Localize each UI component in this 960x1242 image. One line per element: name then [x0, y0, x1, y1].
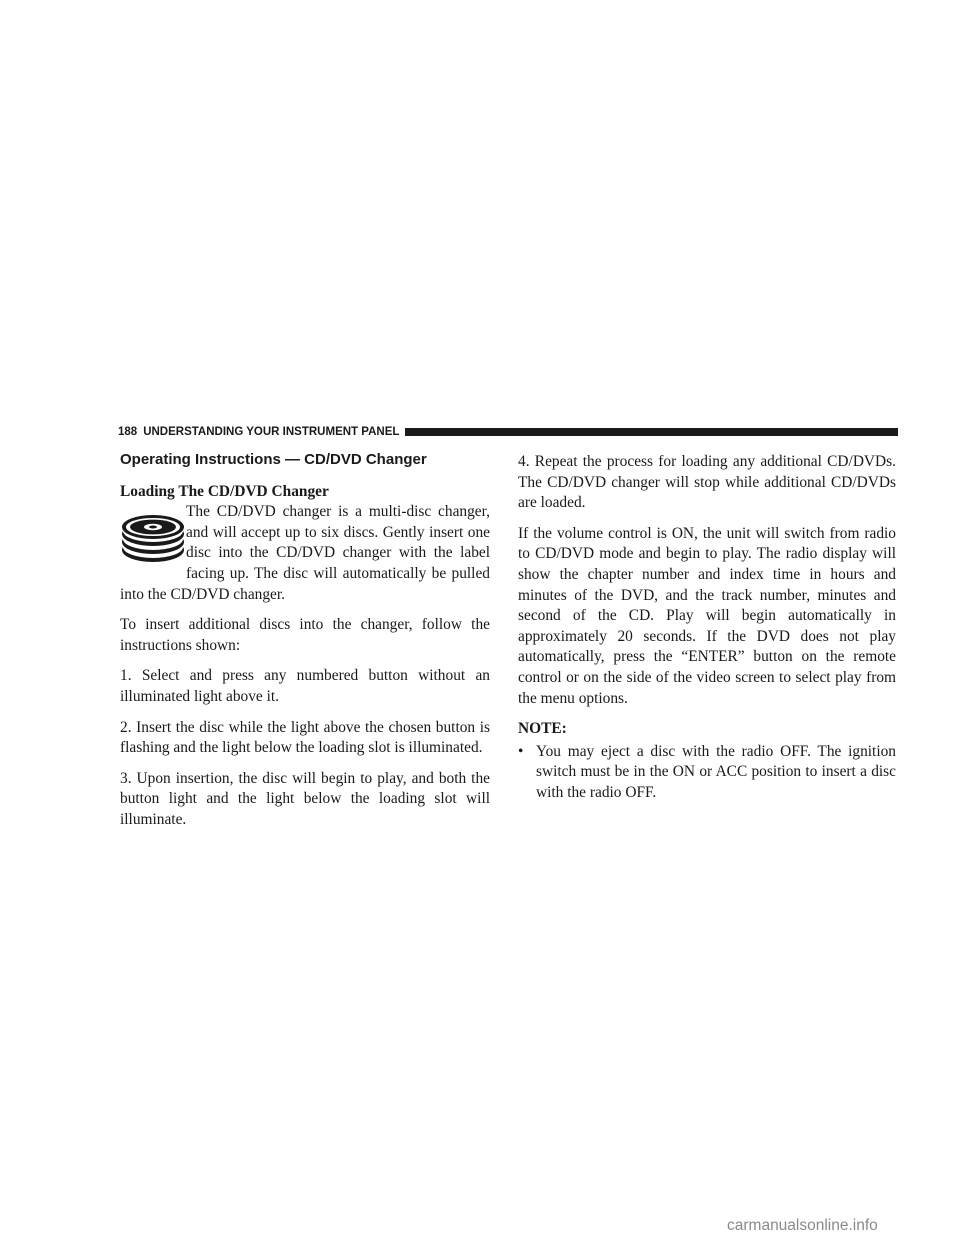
page-number: 188 — [118, 426, 138, 438]
section-title: UNDERSTANDING YOUR INSTRUMENT PANEL — [143, 426, 400, 438]
step-1: 1. Select and press any numbered button without an illuminated light above it. — [120, 667, 490, 705]
step-2: 2. Insert the disc while the light above the chosen button is flashing and the light below the loading slot is illuminated. — [120, 718, 490, 757]
note-item — [518, 742, 896, 804]
watermark: carmanualsonline.info — [727, 1217, 878, 1234]
left-column — [120, 450, 490, 841]
instructions-paragraph: To insert additional discs into the changer, follow the instructions shown: — [120, 616, 490, 654]
header-rule — [405, 428, 898, 436]
step-3: 3. Upon insertion, the disc will begin to play, and both the button light and the light below the loading slot will illuminate. — [120, 769, 490, 828]
step-4: 4. Repeat the process for loading any additional CD/DVDs. The CD/DVD changer will stop while additional CD/DVDs are loaded. — [518, 453, 896, 512]
right-column — [518, 452, 896, 804]
bullet-icon: • — [518, 742, 524, 760]
intro-paragraph: The CD/DVD changer is a multi-disc changer, and will accept up to six discs. Gently insert one disc into the CD/DVD changer with the label facing up. The disc will automatically be pulled into the CD/DVD changer. — [120, 503, 490, 603]
disc-stack-icon — [120, 506, 186, 566]
note-item-text: You may eject a disc with the radio OFF. The ignition switch must be in the ON or ACC position to insert a disc with the radio OFF. — [536, 742, 896, 801]
intro-block — [120, 502, 490, 605]
note-label: NOTE: — [518, 720, 567, 738]
playback-paragraph: If the volume control is ON, the unit will switch from radio to CD/DVD mode and begin to play. The radio display will show the chapter number and index time in hours and minutes of the DVD, and the track number, minutes and second of the CD. Play will begin automatically in approximately 20 seconds. If the DVD does not play automatically, press the “ENTER” button on the remote control or on the side of the video screen to select play from the menu options. — [518, 524, 896, 707]
page-header — [118, 424, 898, 440]
main-heading: Operating Instructions — CD/DVD Changer — [120, 451, 427, 468]
sub-heading: Loading The CD/DVD Changer — [120, 482, 329, 500]
